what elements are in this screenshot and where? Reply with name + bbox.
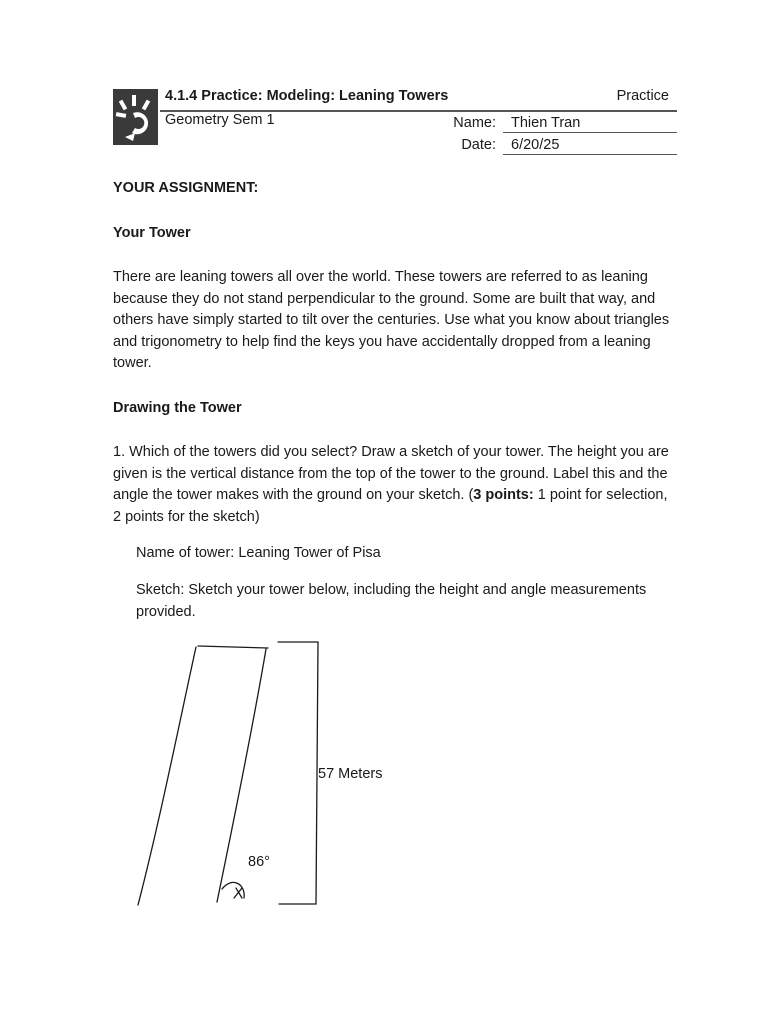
date-field[interactable]: 6/20/25: [511, 137, 560, 153]
question-1-points-detail: 1 point for selection, 2 points for the sketch): [113, 487, 668, 525]
tower-right-edge: [217, 649, 266, 902]
intro-paragraph: There are leaning towers all over the world. These towers are referred to as leaning because they do not stand perpendicular to the ground. Some are built that way, and others have simply started to tilt over the centuries. Use what you know about triangles and trigonometry to help find the keys you have accidentally dropped from a leaning tower.: [113, 269, 670, 371]
name-field[interactable]: Thien Tran: [511, 115, 581, 131]
name-label: Name:: [453, 115, 496, 131]
question-1: [113, 442, 678, 528]
assignment-heading: YOUR ASSIGNMENT:: [113, 180, 259, 196]
date-underline: [503, 154, 677, 155]
tower-top-edge: [198, 646, 268, 648]
angle-label: 86°: [248, 854, 270, 870]
name-underline: [503, 132, 677, 133]
document-type-label: Practice: [616, 88, 669, 104]
tower-left-edge: [138, 647, 196, 905]
tower-name-answer[interactable]: Name of tower: Leaning Tower of Pisa: [136, 545, 381, 561]
course-name: Geometry Sem 1: [165, 112, 275, 128]
question-1-points: 3 points:: [473, 487, 534, 503]
drawing-heading: Drawing the Tower: [113, 400, 242, 416]
your-tower-heading: Your Tower: [113, 225, 191, 241]
question-1-text: 1. Which of the towers did you select? Draw a sketch of your tower. The height you are given is the vertical distance from the top of the tower to the ground. Label this and the angle the tower makes with the ground on your sketch. (: [113, 444, 669, 503]
document-title: 4.1.4 Practice: Modeling: Leaning Towers: [165, 88, 449, 104]
date-label: Date:: [461, 137, 496, 153]
angle-arc: [222, 882, 244, 898]
publisher-logo-icon: [113, 89, 158, 145]
height-label: 57 Meters: [318, 766, 383, 782]
angle-tick: [234, 888, 242, 898]
sketch-instruction: Sketch: Sketch your tower below, including the height and angle measurements provided.: [136, 582, 647, 620]
height-bracket: [278, 642, 318, 904]
